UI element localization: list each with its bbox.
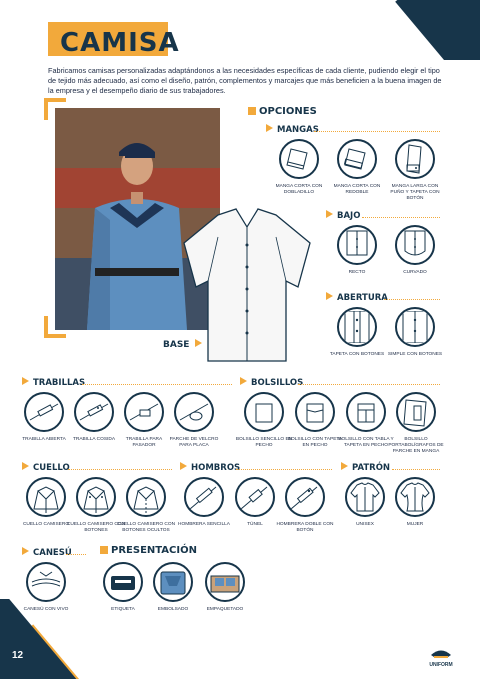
brand-logo	[428, 643, 454, 669]
etiqueta-icon	[103, 562, 143, 602]
cuello-caption-1: CUELLO CAMISERO	[22, 522, 70, 527]
trabilla-caption-1: TRABILLA ABIERTA	[22, 437, 66, 442]
manga-corta-redoble-icon	[337, 139, 377, 179]
hombros-caption-2: TÚNEL	[247, 522, 263, 527]
abertura-caption-1: TAPETA CON BOTONES	[329, 352, 385, 357]
abertura-heading: ABERTURA	[326, 292, 388, 303]
bolsillo-tapeta-icon	[295, 392, 335, 432]
manga-corta-dobladillo-icon	[279, 139, 319, 179]
patron-mujer-icon	[395, 477, 435, 517]
logo-text: UNIFORM	[429, 662, 453, 668]
bajo-recto-icon	[337, 225, 377, 265]
parche-velcro-icon	[174, 392, 214, 432]
bolsillo-caption-3: BOLSILLO CON TABLA Y TAPETA EN PECHO	[338, 437, 394, 448]
presentacion-caption-1: ETIQUETA	[111, 607, 135, 612]
cuello-botones-icon	[76, 477, 116, 517]
cuello-caption-2: CUELLO CAMISERO CON BOTONES	[66, 522, 126, 533]
page-title: CAMISA	[60, 28, 180, 58]
abertura-simple-icon	[395, 307, 435, 347]
hombros-caption-3: HOMBRERA DOBLE CON BOTÓN	[276, 522, 334, 533]
canesu-vivo-icon	[26, 562, 66, 602]
opciones-heading: OPCIONES	[248, 106, 317, 117]
abertura-caption-2: SIMPLE CON BOTONES	[387, 352, 443, 357]
abertura-tapeta-icon	[337, 307, 377, 347]
trabilla-pasador-icon	[124, 392, 164, 432]
hombros-caption-1: HOMBRERA SENCILLA	[178, 522, 230, 527]
bajo-curvado-icon	[395, 225, 435, 265]
hombrera-tunel-icon	[235, 477, 275, 517]
trabilla-caption-4: PARCHE DE VELCRO PARA PLACA	[169, 437, 219, 448]
bolsillo-sencillo-icon	[244, 392, 284, 432]
trabilla-cosida-icon	[74, 392, 114, 432]
empaquetado-icon	[205, 562, 245, 602]
bajo-caption-1: RECTO	[348, 270, 366, 275]
mangas-heading: MANGAS	[266, 124, 319, 135]
bolsillo-caption-4: BOLSILLO PORTABOLÍGRAFOS DE PARCHE EN MANGA	[388, 437, 444, 454]
canesu-caption-1: CANESÚ CON VIVO	[23, 607, 69, 612]
trabilla-caption-3: TRABILLA PARA PASADOR	[125, 437, 163, 448]
bajo-caption-2: CURVADO	[403, 270, 427, 275]
bajo-heading: BAJO	[326, 210, 360, 221]
manga-caption-2: MANGA CORTA CON REDOBLE	[333, 184, 381, 195]
cuello-botones-ocultos-icon	[126, 477, 166, 517]
presentacion-heading: PRESENTACIÓN	[100, 545, 197, 556]
trabilla-abierta-icon	[24, 392, 64, 432]
cuello-caption-3: CUELLO CAMISERO CON BOTONES OCULTOS	[116, 522, 176, 533]
embolsado-icon	[153, 562, 193, 602]
patron-heading: PATRÓN	[341, 462, 390, 473]
manga-larga-puno-icon	[395, 139, 435, 179]
hombrera-doble-icon	[285, 477, 325, 517]
patron-caption-2: MUJER	[406, 522, 424, 527]
trabilla-caption-2: TRABILLA COSIDA	[72, 437, 116, 442]
intro-paragraph: Fabricamos camisas personalizadas adaptándonos a las necesidades específicas de cada cliente, pudiendo elegir el tipo de tejido más adecuado, así como el diseño, patrón, complementos y marcajes que más beneficien a la buena imagen de la empresa y el desempeño diario de sus trabajadores.	[48, 66, 442, 95]
cuello-heading: CUELLO	[22, 462, 70, 473]
manga-caption-3: MANGA LARGA CON PUÑO Y TAPETA CON BOTÓN	[390, 184, 440, 201]
hombrera-sencilla-icon	[184, 477, 224, 517]
bolsillo-tabla-icon	[346, 392, 386, 432]
bolsillo-portaboligrafos-icon	[396, 392, 436, 432]
manga-caption-1: MANGA CORTA CON DOBLADILLO	[275, 184, 323, 195]
bolsillo-caption-2: BOLSILLO CON TAPETA EN PECHO	[287, 437, 343, 448]
hombros-heading: HOMBROS	[180, 462, 240, 473]
patron-caption-1: UNISEX	[356, 522, 374, 527]
base-label: BASE	[163, 339, 206, 350]
cuello-camisero-icon	[26, 477, 66, 517]
presentacion-caption-2: EMBOLSADO	[157, 607, 189, 612]
patron-unisex-icon	[345, 477, 385, 517]
trabillas-heading: TRABILLAS	[22, 377, 85, 388]
corner-decoration-top	[370, 0, 480, 60]
page-number: 12	[12, 650, 24, 661]
presentacion-caption-3: EMPAQUETADO	[206, 607, 244, 612]
bolsillos-heading: BOLSILLOS	[240, 377, 303, 388]
canesu-heading: CANESÚ	[22, 547, 72, 558]
bolsillo-caption-1: BOLSILLO SENCILLO EN PECHO	[235, 437, 293, 448]
